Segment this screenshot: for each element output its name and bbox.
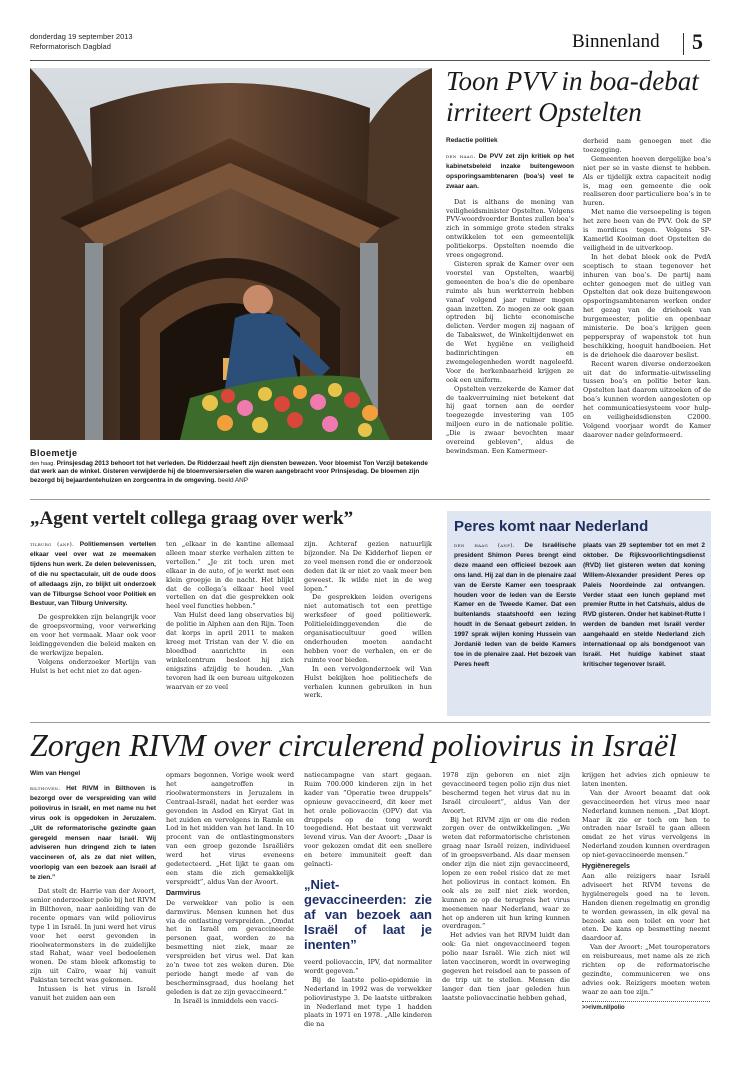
article4-byline: Wim van Hengel — [30, 770, 81, 777]
header-rule — [30, 60, 710, 61]
article2-column-2 — [166, 540, 294, 691]
article3-column-2 — [583, 541, 705, 670]
article4-paragraph: Van der Avoort: „Met touroperators en reisbureaus, met name als ze zich richten op de reformatorische gezindte, communiceren we ons advies ook. Reizigers moeten weten waar ze aan toe zijn.” — [582, 943, 710, 996]
photo-caption-title: Bloemetje — [30, 448, 78, 458]
article1-column-2 — [583, 137, 711, 440]
article4-paragraph: Bij de laatste polio-epidemie in Nederland in 1992 was de verwekker poliovirustype 3. De laatste uitbraken in Nederland met type 1 hadden plaats in 1971 en 1978. „Alle kinderen die na — [304, 975, 432, 1029]
article4-paragraph: opmars begonnen. Vorige week werd het aangetroffen in rioolwatermonsters in Jeruzalem in Centraal-Israël, nadat het eerder was gevonden in Asdod en Kiryat Gat in het zuiden en vervolgens in Ramle en Lod in het midden van het land. In 10 procent van de ontlastingmonsters van een groep gezonde Israëliërs werd het virus eveneens gedetecteerd. „Het lijkt te gaan om een stam die zich gemakkelijk verspreidt”, aldus Van der Avoort. — [166, 771, 294, 886]
article4-subhead-hygieneregels: Hygiëneregels — [582, 863, 630, 871]
article2-paragraph: Van Hulst deed lang observaties bij de politie in Alphen aan den Rijn. Toen dat korps in april 2011 te maken kreeg met Tristan van der V. die en bloedbad aanrichtte in een winkelcentrum besloot hij zich enigszins afzijdig te houden. „Van tevoren had ik een bureau uitgekozen waarvan er zo veel — [166, 611, 294, 691]
article2-paragraph: In een vervolgonderzoek wil Van Hulst bekijken hoe politiechefs de verhalen kunnen gebruiken in hun werk. — [304, 664, 432, 700]
article2-paragraph: De gesprekken leiden overigens niet automatisch tot een prettige werksfeer of goed politiewerk. Politieleidinggevenden die de organisatiecultuur goed willen onderhouden moeten aandacht hebben voor de verhalen, en er de ruimte voor bieden. — [304, 593, 432, 664]
article3-column-1 — [454, 541, 576, 670]
article4-column-4 — [442, 771, 570, 1003]
article1-headline-line1: Toon PVV in boa-debat — [446, 66, 699, 96]
news-photo — [30, 68, 432, 440]
photo-credit: beeld ANP — [217, 476, 249, 484]
article1-paragraph: In het debat bleek ook de PvdA sceptisch te staan tegenover het inhuren van boa’s. De partij nam echter genoegen met de uitleg van Opstelten dat ook deze buitengewoon opsporingsambtenaren werken onder het gezag van de driehoek van burgemeester, politie en openbaar ministerie. De boa’s krijgen geen pepperspray of wapenstok tot hun beschikking, hooguit handboeien. Het is de driehoek die daarover beslist. — [583, 252, 711, 359]
article2-paragraph: zijn. Achteraf gezien natuurlijk bijzonder. Na De Kidderhof liepen er zo veel mensen rond die er onderzoek deden dat ik er niet zo vaak meer ben geweest. Ik wilde niet in de weg lopen.” — [304, 540, 432, 593]
issue-date: donderdag 19 september 2013 — [30, 32, 133, 41]
article2-column-1 — [30, 540, 156, 676]
article1-headline — [446, 66, 716, 128]
article4-lead: Het RIVM in Bilthoven is bezorgd over de verspreiding van wild poliovirus in Israël, en met name nu het virus ook is opgedoken in Jeruzalem. „Uit de reformatorische gezindte gaan geregeld mensen naar Israël. Wij adviseren hun dringend zich te laten vaccineren of, als ze dat niet willen, voorlopig van een bezoek aan Israël af te zien.” — [30, 785, 156, 882]
header-date-block — [30, 32, 133, 52]
article1-paragraph: Gemeenten hoeven dergelijke boa’s niet per se in vaste dienst te hebben. Als er tijdelijk extra capaciteit nodig is, mag een gemeente die ook realiseren door particuliere boa’s in te huren. — [583, 154, 711, 208]
article4-paragraph: 1978 zijn geboren en niet zijn gevaccineerd tegen polio zijn dus niet beschermd tegen het virus dat nu in Israël circuleert”, aldus Van der Avoort. — [442, 771, 570, 815]
article1-paragraph: Dat is althans de mening van veiligheidsminister Opstelten. Volgens PVV-woordvoerder Bontes zullen boa’s zich in sommige grote steden straks ontwikkelen tot een gemeentelijk politiekorps. Opstelten noemde die vrees ongegrond. — [446, 197, 574, 260]
article2-paragraph: Volgens onderzoeker Merlijn van Hulst is het echt niet zo dat agen- — [30, 657, 156, 675]
article1-paragraph: Met name die versoepeling is tegen het zere been van de PVV. Ook de SP is mordicus tegen. Volgens SP-Kamerlid Kooiman doet Opstelten de veiligheid in de uitverkoop. — [583, 208, 711, 252]
article1-paragraph: derheid nam genoegen met die toezegging. — [583, 137, 711, 154]
article1-paragraph: Opstelten verzekerde de Kamer dat de taakverruiming niet betekent dat hij gaat tornen aan de eerder toegezegde investering van 105 miljoen euro in de nationale politie. „Die is zwaar bevochten maar overeind gebleven”, aldus de bewindsman. Een Kamermeer- — [446, 384, 574, 455]
photo-caption — [30, 460, 432, 485]
article2-headline: „Agent vertelt collega graag over werk” — [30, 508, 354, 529]
article1-headline-line2: irriteert Opstelten — [446, 97, 642, 127]
article4-paragraph: De verwekker van polio is een darmvirus. Mensen kunnen het dus via de ontlasting verspreiden. „Omdat het in Israël om gevaccineerde personen gaat, worden ze na besmetting niet ziek, maar ze verspreiden het virus wel. Dat kan zo’n twee tot zes weken duren. Die periode hangt mede af van de bescherminsgraad, dus hoelang het geleden is dat ze zijn gevaccineerd.” — [166, 898, 294, 996]
article3-text-1: De Israëlische president Shimon Peres brengt eind deze maand een officieel bezoek aan ons land. Hij zal dan in de plenaire zaal van de Eerste Kamer een toespraak houden voor de leden van de Eerste Kamer en de Tweede Kamer. Dat een buitenlands staatshoofd een lezing houdt in de Senaat gebeurt zelden. In 1997 sprak wijlen koning Hussein van Jordanië leden van de beide Kamers toe in de plenaire zaal. Het bezoek van Peres heeft — [454, 542, 576, 668]
article4-paragraph: Intussen is het virus in Israël vanuit het zuiden aan een — [30, 985, 156, 1002]
ridderzaal-florist-illustration — [30, 68, 432, 440]
article4-paragraph: Aan alle reizigers naar Israël adviseert het RIVM tevens de hygiëneregels goed na te leven. Handen dienen regelmatig en grondig te worden gewassen, in elk geval na bezoek aan een toilet en voor het eten. De kans op besmetting neemt daardoor af. — [582, 871, 710, 943]
header-divider — [683, 33, 684, 55]
article2-lead: Politiemensen vertellen elkaar veel over wat ze meemaken tijdens hun werk. Ze delen belevenissen, of die nu spectaculair, uit de oude doos of alledaags zijn, zo blijkt uit onderzoek van de Tilburgse School voor Politiek en Bestuur, van Tilburg University. — [30, 541, 156, 608]
caption-text: Prinsjesdag 2013 behoort tot het verleden. De Ridderzaal heeft zijn diensten bewezen. Voor bloemist Ton Verzijl betekende dat werk aan de winkel. Gisteren verwijderde hij de bloemversierselen die waren aangebracht voor Prinsjesdag. De bloemen zijn bezorgd bij bejaardentehuizen en zorgcentra in de omgeving. — [30, 460, 428, 484]
section-title: Binnenland — [572, 31, 660, 52]
article4-paragraph: In Israël is inmiddels een vacci- — [174, 996, 279, 1005]
page-number: 5 — [692, 29, 703, 54]
caption-dateline: den haag. — [30, 461, 55, 467]
article4-column-2 — [166, 771, 294, 1006]
rivm-link[interactable]: >>rivm.nl/polio — [582, 1001, 710, 1013]
article4-subhead-darmvirus: Darmvirus — [166, 889, 201, 897]
article4-paragraph: Bij het RIVM zijn er om die reden zorgen over de ontwikkelingen. „We weten dat reformatorische christenen graag naar Israël reizen, individueel of in groepsverband. Als daar mensen onder zijn die niet zijn gevaccineerd, lopen ze een reëel risico dat ze met het poliovirus in contact komen. En ook als ze zelf niet ziek worden, kunnen ze op de terugreis het virus meenemen naar Nederland, waar ze het op anderen uit hun kring kunnen overdragen.” — [442, 815, 570, 931]
article3-dateline: den haag (anp). — [454, 543, 515, 549]
article4-headline: Zorgen RIVM over circulerend poliovirus in Israël — [30, 727, 677, 763]
article2-paragraph: De gesprekken zijn belangrijk voor de groepsvorming, voor verwerking en voor het vermaak. Maar ook voor leidinggevenden die beleid maken en de werkwijze bepalen. — [30, 613, 156, 657]
article1-lead: De PVV zet zijn kritiek op het kabinetsbeleid inzake buitengewoon opsporingsambtenaren (boa’s) veel te zwaar aan. — [446, 153, 574, 190]
newspaper-name: Reformatorisch Dagblad — [30, 42, 111, 51]
article4-dateline: bilthoven. — [30, 786, 61, 792]
article2-dateline: tilburg (anp). — [30, 542, 75, 548]
article4-paragraph: Dat stelt dr. Harrie van der Avoort, senior onderzoeker polio bij het RIVM in Bilthoven, naar aanleiding van de recente opmars van wild poliovirus type 1 in Israël. In juni werd het virus voor het eerst gevonden in rioolwatermonsters in de zuidelijke stad Rahat, waar veel bedoeïenen wonen. De stam bleek afkomstig te zijn uit Caïro, waar hij vanuit Pakistan terecht was gekomen. — [30, 887, 156, 985]
article1-paragraph: Recent waren diverse onderzoeken uit dat de informatie-uitwisseling tussen boa’s en politie beter kan. Opstelten laat daarom uitzoeken of de boa’s kunnen worden aangesloten op het communicatiesysteem voor hulp- en veiligheidsdiensten C2000. Volgend voorjaar wordt de Kamer daarover nader geïnformeerd. — [583, 359, 711, 439]
pull-quote: „Niet-gevaccineerden: zie af van bezoek aan Israël of laat je inenten” — [304, 876, 432, 952]
article1-paragraph: Gisteren sprak de Kamer over een voorstel van Opstelten, waarbij gemeenten de boa’s die de openbare ruimte als hun werkterrein hebben vanaf volgend jaar ruimer mogen gaan inzetten. Zo mogen ze ook gaan optreden bij lichte economische delicten. Verder mogen zij nagaan of de Tabakswet, de Winkeltijdenwet en de Wet hygiëne en veiligheid badinrichtingen en zwemgelegenheden wordt nageleefd. Voor de herkenbaarheid krijgen ze ook een uniform. — [446, 259, 574, 384]
article4-column-5 — [582, 771, 710, 1013]
article4-paragraph: Het advies van het RIVM luidt dan ook: Ga niet ongevaccineerd tegen polio naar Israël. Wie zich niet wil laten vaccineren, wordt in overweging gegeven het reisdoel aan te passen of de trip uit te stellen. Mensen die langer dan tien jaar geleden hun laatste poliovaccinatie hebben gehad, — [442, 931, 570, 1002]
article4-paragraph: Van der Avoort beaamt dat ook gevaccineerden het virus mee naar Nederland kunnen nemen. „Dat klopt. Maar ik zie er toch om hen te ontraden naar Israël te gaan alleen omdat ze het virus vervolgens in Nederland zouden kunnen overdragen op niet-gevaccineerde mensen.” — [582, 788, 710, 860]
article4-paragraph: veerd poliovaccin, IPV, dat normaliter wordt gegeven.” — [304, 957, 432, 975]
article1-byline: Redactie politiek — [446, 137, 498, 144]
article1-column-1 — [446, 152, 574, 456]
section-rule — [30, 499, 710, 500]
article3-text-2: plaats van 29 september tot en met 2 oktober. De Rijksvoorlichtingsdienst (RVD) liet gisteren weten dat koning Willem-Alexander president Peres op Paleis Noordeinde zal ontvangen. Verder staat een lunch gepland met premier Rutte in het Catshuis, aldus de RVD gisteren. Onder het kabinet-Rutte I werden de banden met Israël verder aangehaald en stelde Nederland zich internationaal op als bondgenoot van Israël. Het huidige kabinet staat kritischer tegenover Israël. — [583, 542, 705, 668]
article1-dateline: den haag. — [446, 154, 476, 160]
section-rule — [30, 722, 710, 723]
article3-headline: Peres komt naar Nederland — [454, 518, 649, 535]
article4-paragraph: krijgen het advies zich opnieuw te laten inenten. — [582, 771, 710, 788]
article4-paragraph: natiecampagne van start gegaan. Ruim 700.000 kinderen zijn in het kader van ”Operatie twee druppels” opnieuw gevaccineerd, dit keer met het orale poliovaccin (OPV) dat via druppels op de tong wordt toegediend. Het bestaat uit verzwakt levend virus. Van der Avoort: „Daar is voor gekozen omdat dit een snellere en betere immuniteit geeft dan geïnacti- — [304, 771, 432, 869]
article2-column-3 — [304, 540, 432, 700]
article4-column-1 — [30, 784, 156, 1003]
article4-column-3 — [304, 771, 432, 1029]
article2-paragraph: ten „elkaar in de kantine allemaal alleen maar sterke verhalen zitten te vertellen.” „Je zit toch uren met elkaar in de auto, of je werkt met een klein groepje in de nacht. Het blijkt dat de collega’s elkaar heel veel vertellen en dat die gesprekken ook heel veel functies hebben.” — [166, 540, 294, 611]
